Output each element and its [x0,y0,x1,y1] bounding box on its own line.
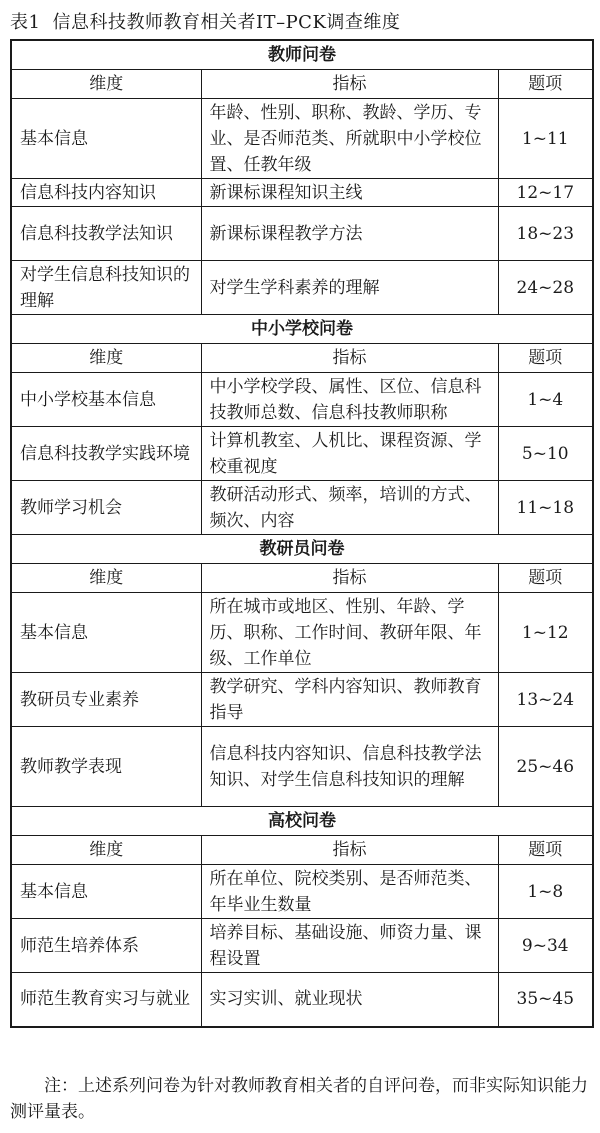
items-cell: 24~28 [498,261,593,315]
indicator-cell: 教研活动形式、频率，培训的方式、频次、内容 [201,481,498,535]
indicator-cell: 所在城市或地区、性别、年龄、学历、职称、工作时间、教研年限、年级、工作单位 [201,593,498,673]
indicator-cell: 所在单位、院校类别、是否师范类、年毕业生数量 [201,865,498,919]
indicator-cell: 中小学校学段、属性、区位、信息科技教师总数、信息科技教师职称 [201,373,498,427]
dimension-cell: 教师教学表现 [11,727,201,807]
table-row [11,179,593,207]
section-title-row [11,535,593,564]
table-row [11,427,593,481]
table-title: 信息科技教师教育相关者IT–PCK调查维度 [52,12,401,33]
header-indicator: 指标 [201,70,498,99]
indicator-cell: 年龄、性别、职称、教龄、学历、专业、是否师范类、所就职中小学校位置、任教年级 [201,99,498,179]
indicator-cell: 教学研究、学科内容知识、教师教育指导 [201,673,498,727]
indicator-cell: 新课标课程教学方法 [201,207,498,261]
table-caption [10,8,400,34]
header-items: 题项 [498,344,593,373]
items-cell: 1~4 [498,373,593,427]
indicator-cell: 对学生学科素养的理解 [201,261,498,315]
items-cell: 12~17 [498,179,593,207]
table-row [11,261,593,315]
dimension-cell: 信息科技教学实践环境 [11,427,201,481]
dimension-cell: 中小学校基本信息 [11,373,201,427]
table-note: 注：上述系列问卷为针对教师教育相关者的自评问卷，而非实际知识能力测评量表。 [10,1076,588,1122]
items-cell: 1~11 [498,99,593,179]
section-title: 高校问卷 [11,807,593,836]
indicator-cell: 新课标课程知识主线 [201,179,498,207]
table-row [11,481,593,535]
column-header-row [11,564,593,593]
table-row [11,99,593,179]
column-header-row [11,344,593,373]
header-dimension: 维度 [11,70,201,99]
indicator-cell: 信息科技内容知识、信息科技教学法知识、对学生信息科技知识的理解 [201,727,498,807]
section-title-row [11,807,593,836]
table-number: 表1 [10,12,41,33]
dimension-cell: 基本信息 [11,593,201,673]
dimension-cell: 基本信息 [11,865,201,919]
header-indicator: 指标 [201,344,498,373]
items-cell: 9~34 [498,919,593,973]
items-cell: 13~24 [498,673,593,727]
dimension-cell: 师范生培养体系 [11,919,201,973]
table-row [11,673,593,727]
column-header-row [11,70,593,99]
section-title: 教师问卷 [11,40,593,70]
dimension-cell: 对学生信息科技知识的理解 [11,261,201,315]
section-title: 教研员问卷 [11,535,593,564]
dimension-cell: 教师学习机会 [11,481,201,535]
column-header-row [11,836,593,865]
table-row [11,727,593,807]
dimension-cell: 信息科技教学法知识 [11,207,201,261]
dimension-cell: 教研员专业素养 [11,673,201,727]
dimension-cell: 师范生教育实习与就业 [11,973,201,1027]
header-indicator: 指标 [201,836,498,865]
table-row [11,593,593,673]
items-cell: 1~12 [498,593,593,673]
dimension-cell: 基本信息 [11,99,201,179]
items-cell: 25~46 [498,727,593,807]
table-row [11,865,593,919]
header-dimension: 维度 [11,564,201,593]
dimension-cell: 信息科技内容知识 [11,179,201,207]
indicator-cell: 培养目标、基础设施、师资力量、课程设置 [201,919,498,973]
table-row [11,207,593,261]
header-items: 题项 [498,70,593,99]
survey-dimensions-table [10,39,594,1028]
items-cell: 5~10 [498,427,593,481]
indicator-cell: 计算机教室、人机比、课程资源、学校重视度 [201,427,498,481]
table-row [11,373,593,427]
table-row [11,919,593,973]
section-title-row [11,315,593,344]
header-dimension: 维度 [11,836,201,865]
indicator-cell: 实习实训、就业现状 [201,973,498,1027]
header-items: 题项 [498,836,593,865]
header-indicator: 指标 [201,564,498,593]
header-dimension: 维度 [11,344,201,373]
section-title-row [11,40,593,70]
section-title: 中小学校问卷 [11,315,593,344]
items-cell: 1~8 [498,865,593,919]
table-row [11,973,593,1027]
header-items: 题项 [498,564,593,593]
items-cell: 35~45 [498,973,593,1027]
items-cell: 11~18 [498,481,593,535]
items-cell: 18~23 [498,207,593,261]
